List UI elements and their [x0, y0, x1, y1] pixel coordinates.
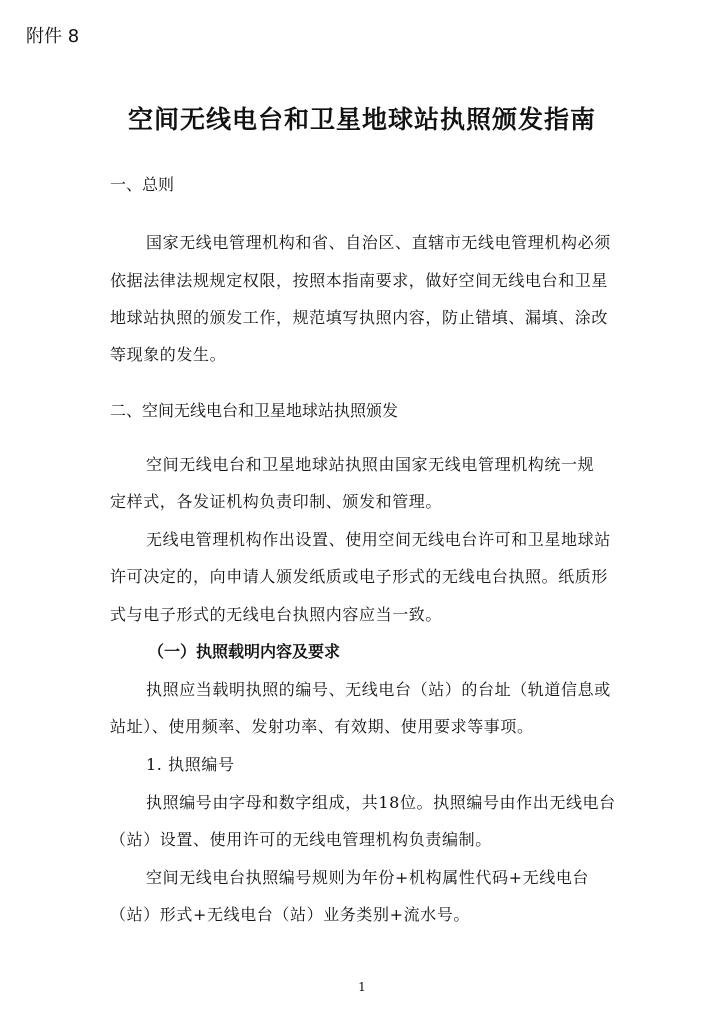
paragraph-line: 国家无线电管理机构和省、自治区、直辖市无线电管理机构必须 [146, 233, 611, 252]
paragraph-line: 空间无线电台执照编号规则为年份+机构属性代码+无线电台 [146, 868, 590, 887]
paragraph-line: 空间无线电台和卫星地球站执照由国家无线电管理机构统一规 [146, 455, 595, 474]
paragraph-line: 无线电管理机构作出设置、使用空间无线电台许可和卫星地球站 [146, 530, 611, 549]
section-heading-issuance: 二、空间无线电台和卫星地球站执照颁发 [110, 401, 399, 420]
paragraph-line: （站）形式+无线电台（站）业务类别+流水号。 [110, 905, 471, 924]
page-title: 空间无线电台和卫星地球站执照颁发指南 [127, 105, 596, 134]
section-heading-general: 一、总则 [110, 175, 175, 194]
paragraph-line: 式与电子形式的无线电台执照内容应当一致。 [110, 605, 443, 624]
item-heading: 1. 执照编号 [146, 755, 235, 774]
paragraph-line: 执照应当载明执照的编号、无线电台（站）的台址（轨道信息或 [146, 680, 611, 699]
subsection-heading: （一）执照载明内容及要求 [148, 642, 341, 661]
paragraph-line: 定样式，各发证机构负责印制、颁发和管理。 [110, 492, 443, 511]
paragraph-line: 许可决定的，向申请人颁发纸质或电子形式的无线电台执照。纸质形 [110, 567, 609, 586]
attachment-label: 附件 8 [26, 26, 80, 47]
paragraph-line: 等现象的发生。 [110, 345, 227, 364]
paragraph-line: 依据法律法规规定权限，按照本指南要求，做好空间无线电台和卫星 [110, 271, 609, 290]
page-number: 1 [358, 980, 366, 994]
paragraph-line: 地球站执照的颁发工作，规范填写执照内容，防止错填、漏填、涂改 [110, 308, 609, 327]
paragraph-line: 执照编号由字母和数字组成，共18位。执照编号由作出无线电台 [146, 793, 616, 812]
paragraph-line: 站址）、使用频率、发射功率、有效期、使用要求等事项。 [110, 717, 534, 736]
paragraph-line: （站）设置、使用许可的无线电管理机构负责编制。 [110, 830, 492, 849]
